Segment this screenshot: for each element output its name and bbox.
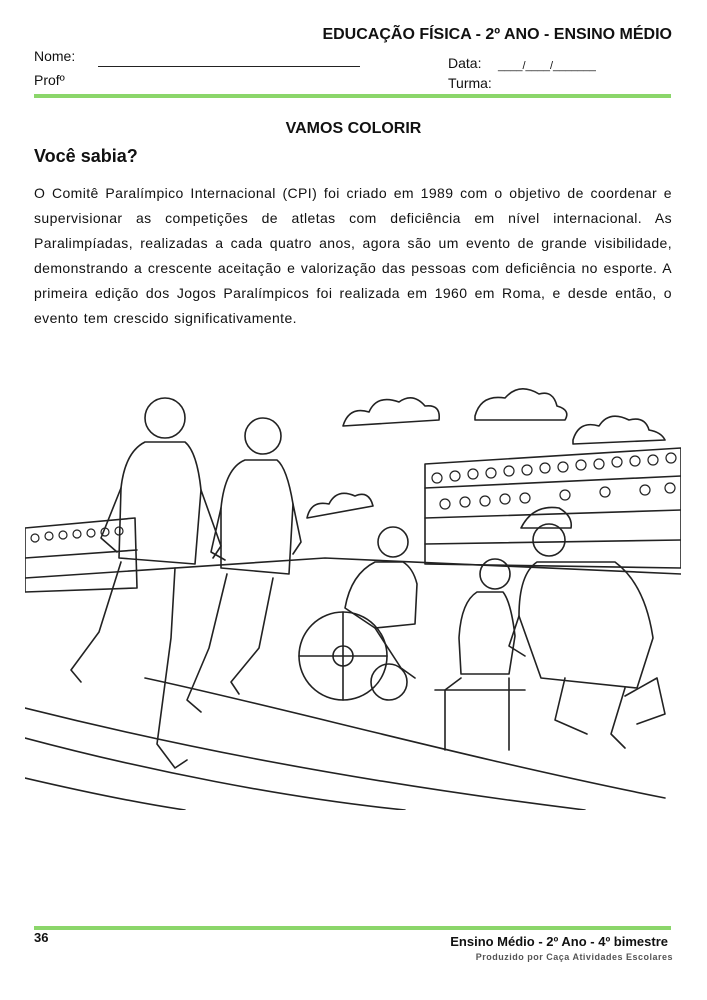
info-paragraph: O Comitê Paralímpico Internacional (CPI) foi criado em 1989 com o objetivo de coordenar e supervisionar as competições de atletas com deficiência em nível internacional. As Paralimpíadas, realizadas a cada quatro anos, agora são um evento de grande visibilidade, demonstrando a crescente aceitação e valorização das pessoas com deficiência no esporte. A primeira edição dos Jogos Paralímpicos foi realizada em 1960 em Roma, e desde então, o evento tem crescido significativamente. bbox=[34, 185, 672, 326]
data-field-blanks[interactable]: ____/____/_______ bbox=[498, 60, 596, 72]
section-title: VAMOS COLORIR bbox=[285, 120, 422, 137]
footer-course: Ensino Médio - 2º Ano - 4º bimestre bbox=[450, 934, 668, 949]
cloud-shape bbox=[307, 389, 665, 518]
crowd bbox=[31, 453, 676, 542]
seated-athlete bbox=[435, 559, 525, 750]
coloring-illustration bbox=[25, 378, 681, 810]
header-divider bbox=[34, 94, 671, 98]
turma-label: Turma: bbox=[448, 75, 492, 91]
nome-label: Nome: bbox=[34, 48, 76, 64]
wheelchair-athlete bbox=[299, 527, 417, 700]
running-track bbox=[25, 558, 681, 810]
footer-credit: Produzido por Caça Atividades Escolares bbox=[475, 952, 673, 962]
page-number: 36 bbox=[34, 930, 49, 945]
subtitle: Você sabia? bbox=[34, 146, 138, 166]
data-label: Data: bbox=[448, 55, 482, 71]
coach-kneeling bbox=[509, 507, 665, 748]
runner-middle bbox=[187, 418, 301, 712]
prof-label: Profº bbox=[34, 72, 65, 88]
nome-field-line[interactable] bbox=[98, 54, 360, 67]
footer-divider bbox=[34, 926, 671, 930]
runner-left bbox=[71, 398, 221, 768]
header-title: EDUCAÇÃO FÍSICA - 2º ANO - ENSINO MÉDIO bbox=[322, 26, 672, 43]
